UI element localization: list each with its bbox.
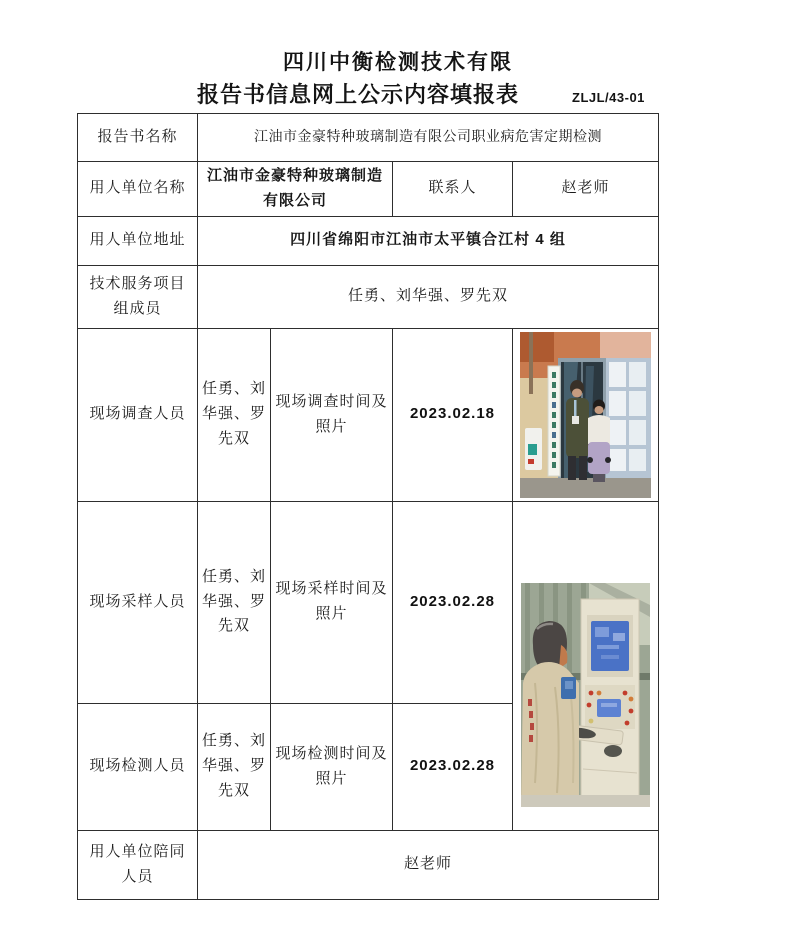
site-sampling-photo-cell (513, 501, 659, 830)
site-survey-time-label: 现场调查时间及照片 (271, 328, 393, 501)
contact-label: 联系人 (393, 162, 513, 217)
site-survey-photo-cell (513, 328, 659, 501)
site-testing-members: 任勇、刘华强、罗先双 (198, 703, 271, 830)
employer-name-label: 用人单位名称 (78, 162, 198, 217)
report-name-label: 报告书名称 (78, 114, 198, 162)
site-sampling-photo (521, 583, 650, 807)
report-name-value: 江油市金豪特种玻璃制造有限公司职业病危害定期检测 (198, 114, 659, 162)
site-testing-date: 2023.02.28 (393, 703, 513, 830)
employer-address-label: 用人单位地址 (78, 216, 198, 265)
project-team-label: 技术服务项目组成员 (78, 265, 198, 328)
table-row-site-survey (78, 328, 659, 501)
page-title-form-name: 报告书信息网上公示内容填报表 (197, 82, 520, 107)
project-team-value: 任勇、刘华强、罗先双 (198, 265, 659, 328)
document-code: ZLJL/43-01 (572, 90, 645, 105)
table-row-employer-name (78, 162, 659, 217)
escort-value: 赵老师 (198, 830, 659, 899)
report-info-table (77, 113, 659, 900)
page-title-company: 四川中衡检测技术有限 (283, 51, 513, 74)
employer-address-value: 四川省绵阳市江油市太平镇合江村 4 组 (198, 216, 659, 265)
site-survey-date: 2023.02.18 (393, 328, 513, 501)
site-sampling-members: 任勇、刘华强、罗先双 (198, 501, 271, 703)
site-survey-members: 任勇、刘华强、罗先双 (198, 328, 271, 501)
escort-label: 用人单位陪同人员 (78, 830, 198, 899)
contact-value: 赵老师 (513, 162, 659, 217)
table-row-site-sampling (78, 501, 659, 703)
table-row-employer-address (78, 216, 659, 265)
site-survey-label: 现场调查人员 (78, 328, 198, 501)
table-row-project-team (78, 265, 659, 328)
site-sampling-date: 2023.02.28 (393, 501, 513, 703)
employer-name-value: 江油市金豪特种玻璃制造有限公司 (198, 162, 393, 217)
site-survey-photo (520, 332, 651, 498)
site-testing-label: 现场检测人员 (78, 703, 198, 830)
table-row-report-name (78, 114, 659, 162)
table-row-escort (78, 830, 659, 899)
site-testing-time-label: 现场检测时间及照片 (271, 703, 393, 830)
site-sampling-label: 现场采样人员 (78, 501, 198, 703)
site-sampling-time-label: 现场采样时间及照片 (271, 501, 393, 703)
